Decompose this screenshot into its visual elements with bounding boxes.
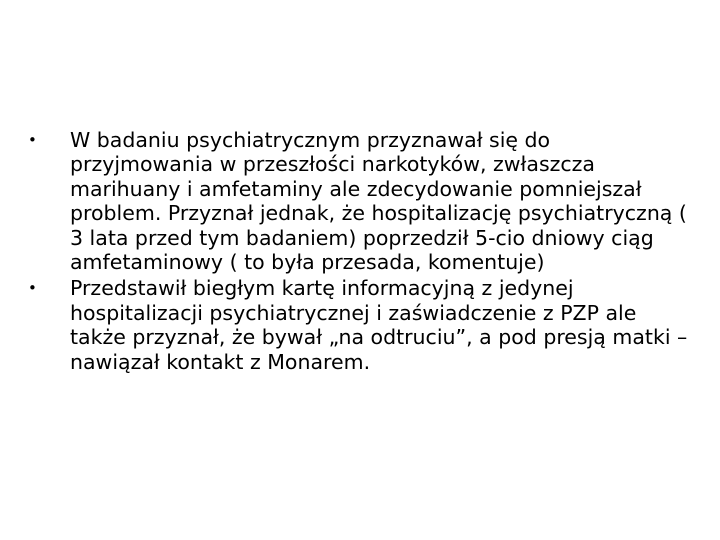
bullet-item-2	[28, 276, 688, 374]
bullet-item-1	[28, 128, 688, 274]
bullet-list	[28, 128, 688, 376]
bullet-text-1: W badaniu psychiatrycznym przyznawał się do przyjmowania w przeszłości narkotyków, zwłaszcza marihuany i amfetaminy ale zdecydowanie pomniejszał problem. Przyznał jednak, że hospitalizację psychiatryczną ( 3 lata przed tym badaniem) poprzedził 5-cio dniowy ciąg amfetaminowy ( to była przesada, komentuje)	[70, 128, 687, 275]
bullet-marker: •	[28, 279, 37, 298]
bullet-text-2: Przedstawił biegłym kartę informacyjną z jedynej hospitalizacji psychiatrycznej i zaświadczenie z PZP ale także przyznał, że bywał „na odtruciu”, a pod presją matki – nawiązał kontakt z Monarem.	[70, 276, 688, 374]
bullet-marker: •	[28, 131, 37, 149]
